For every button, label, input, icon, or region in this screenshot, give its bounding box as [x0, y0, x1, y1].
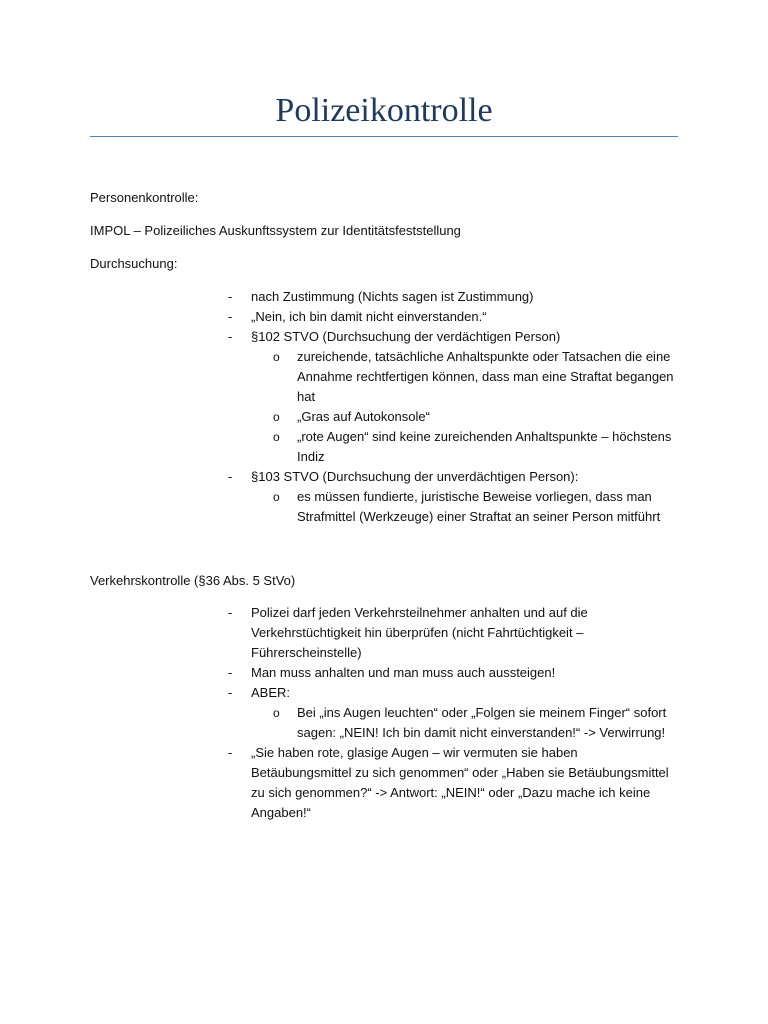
sub-item-text: zureichende, tatsächliche Anhaltspunkte oder Tatsachen die eine Annahme rechtfertigen können, dass man eine Straftat begangen hat: [297, 349, 674, 404]
sub-item-text: „Gras auf Autokonsole“: [297, 409, 430, 424]
circle-bullet: o: [273, 410, 280, 424]
list-item-text: „Nein, ich bin damit nicht einverstanden.“: [251, 309, 487, 324]
dash-bullet: -: [228, 665, 233, 680]
circle-bullet: o: [273, 706, 280, 720]
list-item: [0, 603, 768, 663]
sub-list-item: [0, 703, 768, 743]
sub-item-text: „rote Augen“ sind keine zureichenden Anhaltspunkte – höchstens Indiz: [297, 429, 672, 464]
dash-bullet: -: [228, 329, 233, 344]
list-item-text: „Sie haben rote, glasige Augen – wir vermuten sie haben Betäubungsmittel zu sich genommen“ oder „Haben sie Betäubungsmittel zu sich genommen?“ -> Antwort: „NEIN!“ oder „Dazu mache ich keine Angaben!“: [251, 745, 669, 820]
sub-list-item: [0, 407, 768, 427]
list-item: [0, 327, 768, 347]
circle-bullet: o: [273, 430, 280, 444]
durchsuchung-heading: Durchsuchung:: [90, 256, 178, 271]
verkehrskontrolle-list: [0, 603, 768, 823]
sub-list-item: [0, 427, 768, 467]
list-item: [0, 683, 768, 703]
list-item-text: §103 STVO (Durchsuchung der unverdächtigen Person):: [251, 469, 579, 484]
circle-bullet: o: [273, 490, 280, 504]
circle-bullet: o: [273, 350, 280, 364]
list-item: [0, 307, 768, 327]
verkehrskontrolle-heading: Verkehrskontrolle (§36 Abs. 5 StVo): [90, 573, 296, 588]
list-item-text: nach Zustimmung (Nichts sagen ist Zustimmung): [251, 289, 534, 304]
list-item-text: ABER:: [251, 685, 291, 700]
list-item: [0, 663, 768, 683]
sub-item-text: Bei „ins Augen leuchten“ oder „Folgen sie meinem Finger“ sofort sagen: „NEIN! Ich bin damit nicht einverstanden!“ -> Verwirrung!: [297, 705, 667, 740]
dash-bullet: -: [228, 309, 233, 324]
dash-bullet: -: [228, 289, 233, 304]
dash-bullet: -: [228, 685, 233, 700]
list-item-text: §102 STVO (Durchsuchung der verdächtigen Person): [251, 329, 561, 344]
page-title: Polizeikontrolle: [275, 92, 493, 129]
dash-bullet: -: [228, 745, 233, 760]
list-item-text: Polizei darf jeden Verkehrsteilnehmer anhalten und auf die Verkehrstüchtigkeit hin überprüfen (nicht Fahrtüchtigkeit – Führerscheinstelle): [251, 605, 588, 660]
sub-item-text: es müssen fundierte, juristische Beweise vorliegen, dass man Strafmittel (Werkzeuge) einer Straftat an seiner Person mitführt: [297, 489, 661, 524]
sub-list-item: [0, 487, 768, 527]
durchsuchung-list: [0, 287, 768, 527]
list-item: [0, 287, 768, 307]
list-item: [0, 467, 768, 487]
list-item: [0, 743, 768, 823]
impol-line: IMPOL – Polizeiliches Auskunftssystem zur Identitätsfeststellung: [90, 223, 461, 238]
list-item-text: Man muss anhalten und man muss auch aussteigen!: [251, 665, 556, 680]
title-divider: [90, 136, 678, 137]
personenkontrolle-heading: Personenkontrolle:: [90, 190, 199, 205]
dash-bullet: -: [228, 605, 233, 620]
dash-bullet: -: [228, 469, 233, 484]
sub-list-item: [0, 347, 768, 407]
